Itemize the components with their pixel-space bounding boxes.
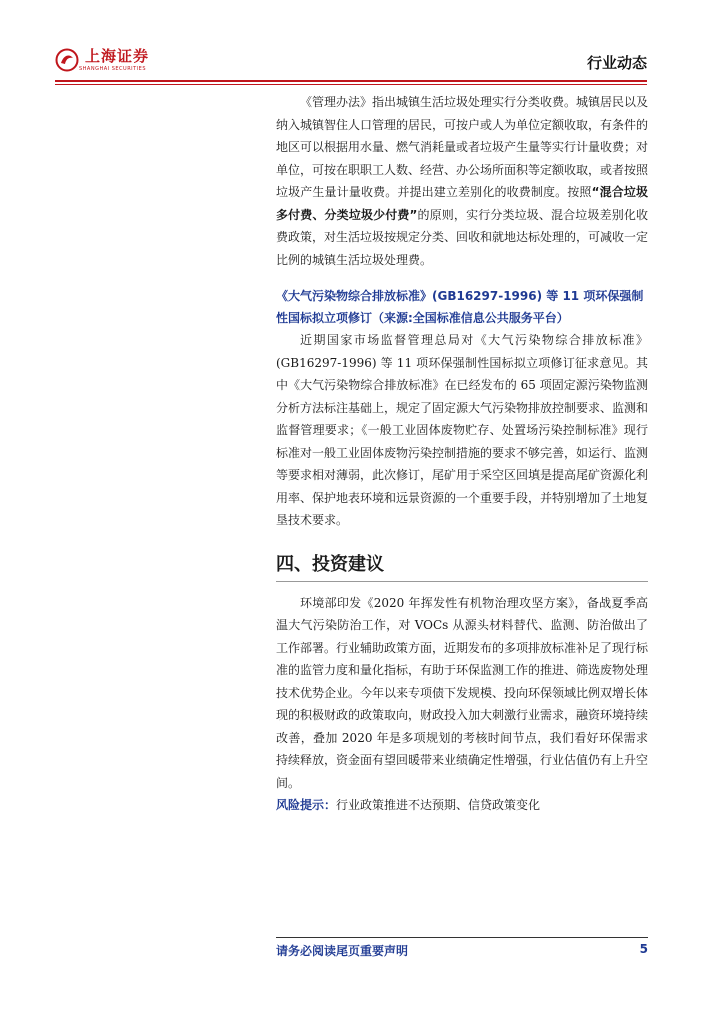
logo-subtext: SHANGHAI SECURITIES: [79, 65, 147, 72]
news-subheading: 《大气污染物综合排放标准》(GB16297-1996) 等 11 项环保强制性国标拟立项修订（来源:全国标准信息公共服务平台）: [276, 289, 644, 325]
company-logo: [55, 48, 149, 72]
paragraph-standards: 近期国家市场监督管理总局对《大气污染物综合排放标准》(GB16297-1996) 等 11 项环保强制性国标拟立项修订征求意见。其中《大气污染物综合排放标准》在已经发布的 65 项固定源污染物监测分析方法标注基础上，规定了固定源大气污染物排放控制要求、监测和监督管理要求；《一般工业固体废物贮存、处置场污染控制标准》现行标准对一般工业固体废物污染控制措施的要求不够完善，如运行、监测等要求相对薄弱，此次修订，尾矿用于采空区回填是提高尾矿资源化利用率、保护地表环境和远景资源的一个重要手段，并特别增加了土地复垦技术要求。: [276, 333, 649, 527]
paragraph-fee-policy: [276, 91, 648, 271]
risk-text: 行业政策推进不达预期、信贷政策变化: [336, 798, 541, 812]
report-type-tag: 行业动态: [586, 54, 647, 72]
main-content: [276, 91, 648, 816]
risk-label: 风险提示：: [276, 798, 337, 812]
logo-text: 上海证券: [85, 46, 150, 65]
header-rule-thin: [55, 84, 647, 85]
bold-phrase: “混合垃圾多付费、分类垃圾少付费”: [276, 185, 648, 222]
header-rule-thick: [55, 80, 647, 82]
logo-emblem-icon: [55, 48, 79, 72]
disclaimer-note: 请务必阅读尾页重要声明: [276, 944, 409, 958]
paragraph-text: 《管理办法》指出城镇生活垃圾处理实行分类收费。城镇居民以及纳入城镇智住人口管理的居民，可按户或人为单位定额收取，有条件的地区可以根据用水量、燃气消耗量或者垃圾产生量等实行计量收费；对单位，可按在职职工人数、经营、办公场所面积等定额收取，或者按照垃圾产生量计量收费。并提出建立差别化的收费制度。按照: [276, 95, 649, 199]
page-header: [55, 42, 647, 82]
footer-rule: [276, 937, 648, 938]
paragraph-text-tail: 的原则，实行分类垃圾、混合垃圾差别化收费政策，对生活垃圾按规定分类、回收和就地达标处理的，可减收一定比例的城镇生活垃圾处理费。: [276, 207, 649, 267]
risk-warning: [276, 794, 648, 816]
page-number: 5: [639, 942, 648, 956]
paragraph-investment: 环境部印发《2020 年挥发性有机物治理攻坚方案》，备战夏季高温大气污染防治工作，对 VOCs 从源头材料替代、监测、防治做出了工作部署。行业辅助政策方面，近期发布的多项排放标准补足了现行标准的监管力度和量化指标，有助于环保监测工作的推进、筛选废物处理技术优势企业。今年以来专项债下发规模、投向环保领域比例双增长体现的积极财政的政策取向，财政投入加大刺激行业需求，融资环境持续改善，叠加 2020 年是多项规划的考核时间节点，我们看好环保需求持续释放，资金面有望回暖带来业绩确定性增强，行业估值仍有上升空间。: [276, 595, 649, 790]
section-title: 四、投资建议: [276, 553, 384, 575]
